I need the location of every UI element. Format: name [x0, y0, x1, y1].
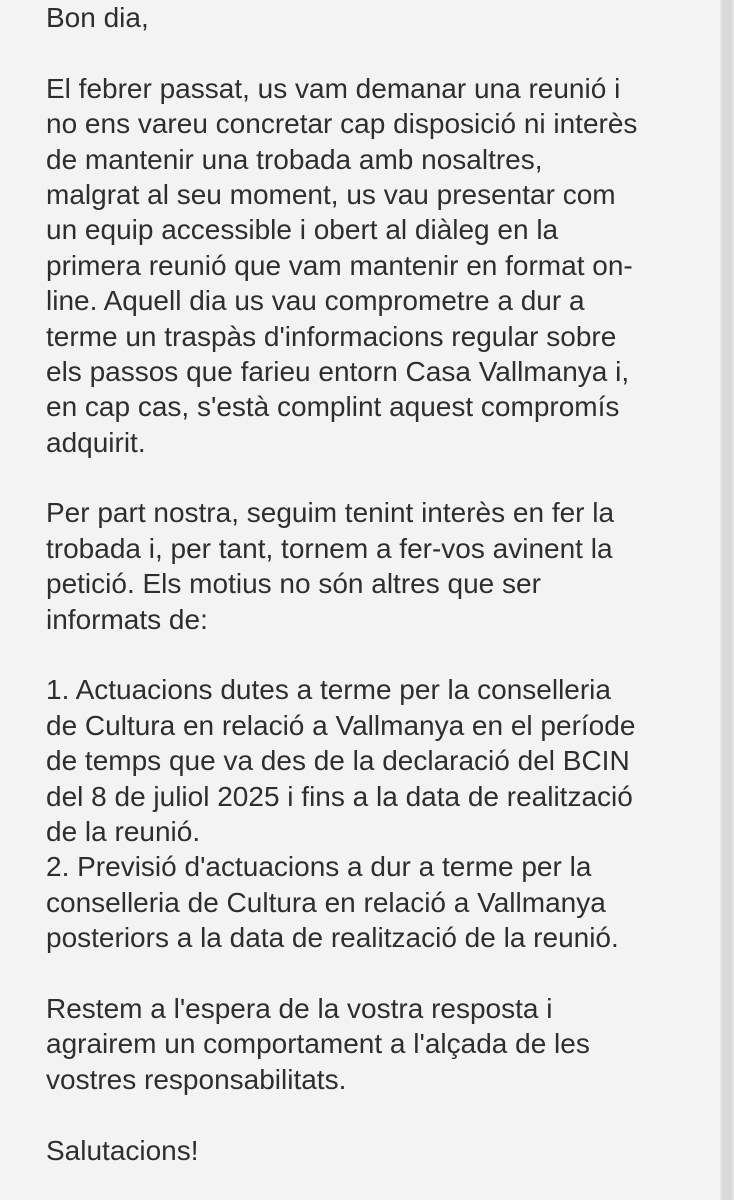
paragraph-spacer — [46, 956, 710, 991]
message-line: de mantenir una trobada amb nosaltres, — [46, 143, 543, 175]
message-line: adquirit. — [46, 426, 146, 458]
message-line: Per part nostra, seguim tenint interès en fer la — [46, 497, 615, 529]
list-line: del 8 de juliol 2025 i fins a la data de realització — [46, 780, 633, 812]
message-line: terme un traspàs d'informacions regular sobre — [46, 320, 617, 352]
list-line: conselleria de Cultura en relació a Vallmanya — [46, 886, 606, 918]
paragraph-spacer — [46, 1097, 710, 1132]
paragraph-spacer — [46, 637, 710, 672]
list-line: de temps que va des de la declaració del BCIN — [46, 745, 630, 777]
message-line: agrairem un comportament a l'alçada de les — [46, 1028, 590, 1060]
message-line: vostres responsabilitats. — [46, 1063, 347, 1095]
message-line: informats de: — [46, 603, 208, 635]
message-line: primera reunió que vam mantenir en format on- — [46, 249, 633, 281]
scrollbar-thumb[interactable] — [722, 0, 732, 1200]
paragraph-spacer — [46, 35, 710, 70]
list-line: posteriors a la data de realització de la reunió. — [46, 922, 619, 954]
message-line: petició. Els motius no són altres que ser — [46, 568, 541, 600]
list-line: 2. Previsió d'actuacions a dur a terme per la — [46, 851, 592, 883]
list-line: 1. Actuacions dutes a terme per la conselleria — [46, 674, 611, 706]
message-line: els passos que farieu entorn Casa Vallmanya i, — [46, 355, 630, 387]
paragraph-spacer — [46, 460, 710, 495]
scrollbar-track[interactable] — [720, 0, 734, 1200]
message-line: line. Aquell dia us vau comprometre a dur a — [46, 285, 585, 317]
message-line: en cap cas, s'està complint aquest compromís — [46, 391, 620, 423]
message-greeting: Bon dia, — [46, 2, 149, 33]
message-closing: Salutacions! — [46, 1134, 199, 1166]
message-line: trobada i, per tant, tornem a fer-vos avinent la — [46, 532, 613, 564]
message-body — [46, 0, 710, 1168]
message-line: Restem a l'espera de la vostra resposta i — [46, 992, 553, 1024]
message-line: El febrer passat, us vam demanar una reunió i — [46, 72, 621, 104]
list-line: de la reunió. — [46, 815, 201, 847]
message-line: un equip accessible i obert al diàleg en la — [46, 214, 559, 246]
message-line: malgrat al seu moment, us vau presentar com — [46, 178, 616, 210]
list-line: de Cultura en relació a Vallmanya en el període — [46, 709, 636, 741]
message-line: no ens vareu concretar cap disposició ni interès — [46, 108, 638, 140]
